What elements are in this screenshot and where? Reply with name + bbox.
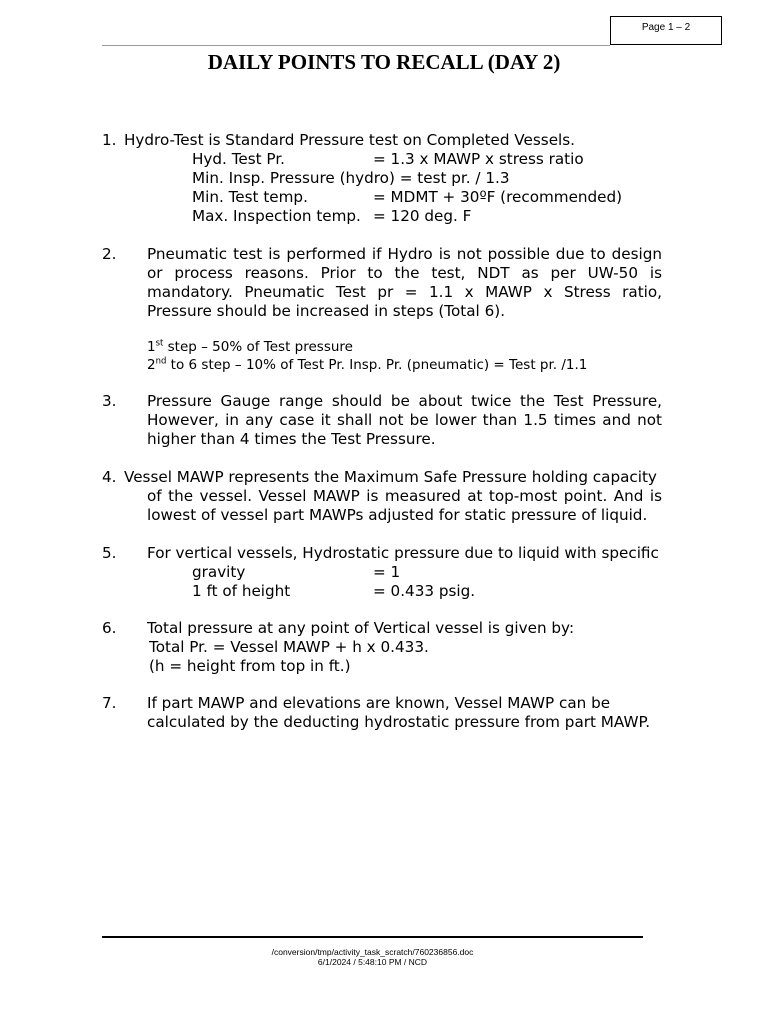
item-number: 1. — [102, 131, 117, 149]
item-text-first-line: Vessel MAWP represents the Maximum Safe Pressure holding capacity — [124, 468, 657, 486]
page-number-box: Page 1 – 2 — [610, 16, 722, 45]
row-value: = 120 deg. F — [373, 207, 472, 225]
item-text: Total pressure at any point of Vertical vessel is given by: — [147, 619, 575, 637]
item-text: Pneumatic test is performed if Hydro is not possible due to design or process reasons. Prior to the test, NDT as per UW-50 is mandatory. Pneumatic Test pr = 1.1 x MAWP x Stress ratio, Pressure should be increased in steps (Total 6). — [147, 245, 662, 320]
step-number: 1 — [147, 339, 156, 355]
footer-rule — [102, 936, 643, 938]
formula-line: Total Pr. = Vessel MAWP + h x 0.433. — [149, 638, 429, 656]
row-label: Max. Inspection temp. — [192, 207, 361, 225]
item-number: 4. — [102, 468, 117, 486]
footer-timestamp: 6/1/2024 / 5:48:10 PM / NCD — [317, 957, 428, 967]
page-title: DAILY POINTS TO RECALL (DAY 2) — [207, 50, 561, 74]
row-label: gravity — [192, 563, 246, 581]
footer-path: /conversion/tmp/activity_task_scratch/760236856.doc — [271, 947, 474, 957]
item-text: For vertical vessels, Hydrostatic pressure due to liquid with specific — [147, 544, 659, 562]
row-label: Hyd. Test Pr. — [192, 150, 286, 168]
item-text: Hydro-Test is Standard Pressure test on Completed Vessels. — [124, 131, 575, 149]
row-label: Min. Insp. Pressure (hydro) = test pr. / 1.3 — [192, 169, 510, 187]
row-value: = MDMT + 30ºF (recommended) — [373, 188, 623, 206]
item-text: calculated by the deducting hydrostatic pressure from part MAWP. — [147, 713, 651, 731]
step-number: 2 — [147, 357, 156, 373]
item-text: If part MAWP and elevations are known, Vessel MAWP can be — [147, 694, 611, 712]
row-label: Min. Test temp. — [192, 188, 308, 206]
item-text: Pressure Gauge range should be about twice the Test Pressure, However, in any case it shall not be lower than 1.5 times and not higher than 4 times the Test Pressure. — [147, 392, 662, 448]
item-number: 7. — [102, 694, 117, 712]
row-value: = 0.433 psig. — [373, 582, 476, 600]
step-line-1 — [147, 338, 353, 356]
formula-note: (h = height from top in ft.) — [149, 657, 351, 675]
row-value: = 1 — [373, 563, 401, 581]
item-number: 2. — [102, 245, 117, 263]
ordinal-suffix: nd — [155, 356, 167, 367]
step-text: step – 50% of Test pressure — [163, 339, 353, 355]
item-text: of the vessel. Vessel MAWP is measured at top-most point. And is lowest of vessel part MAWPs adjusted for static pressure of liquid. — [147, 487, 662, 524]
footer — [0, 947, 745, 967]
step-text: to 6 step – 10% of Test Pr. Insp. Pr. (pneumatic) = Test pr. /1.1 — [166, 357, 588, 373]
item-number: 3. — [102, 392, 117, 410]
row-label: 1 ft of height — [192, 582, 291, 600]
item-number: 5. — [102, 544, 117, 562]
header-rule — [102, 45, 610, 46]
ordinal-suffix: st — [155, 338, 164, 349]
item-number: 6. — [102, 619, 117, 637]
row-value: = 1.3 x MAWP x stress ratio — [373, 150, 584, 168]
step-line-2 — [147, 356, 587, 374]
